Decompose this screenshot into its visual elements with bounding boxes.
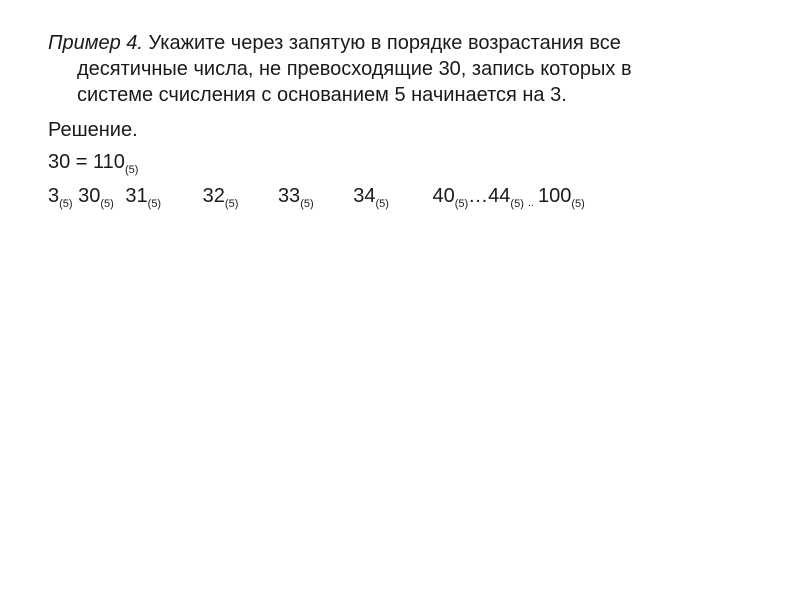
- seq-base: (5): [300, 198, 314, 210]
- seq-value: 44: [488, 185, 511, 207]
- seq-base: (5): [224, 198, 239, 210]
- seq-item-30: [78, 183, 114, 209]
- seq-value: 32: [202, 185, 225, 207]
- seq-base: (5): [147, 198, 162, 210]
- example-label: Пример 4.: [48, 32, 143, 54]
- solution-label: Решение.: [48, 119, 138, 141]
- problem-line-3: системе счисления с основанием 5 начинается на 3.: [77, 84, 567, 106]
- seq-item-33: [278, 183, 314, 209]
- number-sequence: [48, 183, 585, 216]
- seq-base: (5): [510, 198, 524, 210]
- seq-item-34: [353, 183, 389, 209]
- seq-base: (5): [571, 198, 585, 210]
- seq-item-40-44: [432, 183, 584, 216]
- problem-line-2: десятичные числа, не превосходящие 30, запись которых в: [77, 58, 632, 80]
- equation: [48, 149, 138, 175]
- seq-value: 33: [277, 185, 301, 207]
- seq-base: (5): [375, 198, 389, 210]
- seq-value: 30: [78, 185, 101, 207]
- seq-item-3: [48, 183, 73, 209]
- seq-item-31: [125, 183, 161, 209]
- seq-base: (5): [100, 198, 114, 210]
- seq-small-dots: ..: [527, 197, 534, 209]
- seq-value: 3: [48, 185, 60, 207]
- problem-statement: [48, 30, 738, 108]
- seq-base: (5): [454, 198, 469, 210]
- equation-base: (5): [124, 164, 139, 176]
- seq-base: (5): [59, 198, 73, 210]
- seq-item-32: [203, 183, 239, 209]
- seq-value: 31: [125, 185, 148, 207]
- equation-left: 30 = 110: [48, 151, 125, 173]
- seq-value: 34: [353, 185, 376, 207]
- seq-value: 40: [432, 185, 455, 207]
- seq-ellipsis: …: [468, 185, 489, 207]
- problem-line-1: [48, 30, 738, 56]
- problem-text-1: Укажите через запятую в порядке возрастания все: [142, 32, 621, 54]
- seq-value: 100: [538, 185, 572, 207]
